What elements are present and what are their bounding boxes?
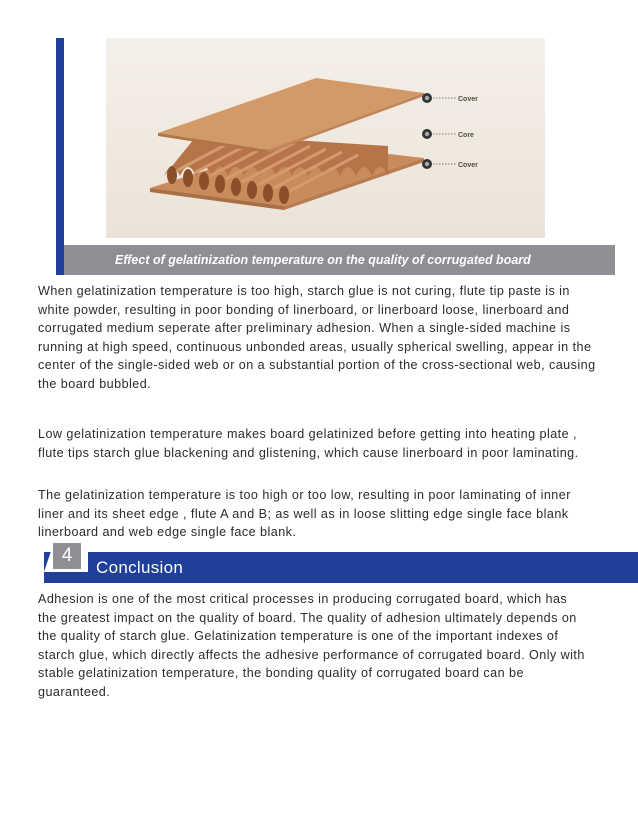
section-number-badge: 4 xyxy=(53,543,81,569)
paragraph-high-temperature xyxy=(38,282,600,393)
text-line: center of the single-sided web or on a substantial portion of the cross-sectional web, causing xyxy=(38,358,596,372)
svg-text:Cover: Cover xyxy=(458,162,478,169)
text-line: the board bubbled. xyxy=(38,376,152,391)
text-line: stable gelatinization temperature, the bonding quality of corrugated board can be xyxy=(38,666,524,680)
text-line: running at high speed, continuous unbonded areas, usually spherical swelling, appear in the xyxy=(38,339,592,354)
svg-text:Core: Core xyxy=(458,132,474,139)
figure-caption: Effect of gelatinization temperature on the quality of corrugated board xyxy=(115,253,531,267)
text-line: Low gelatinization temperature makes board gelatinized before getting into heating plate , xyxy=(38,427,577,441)
text-line: white powder, resulting in poor bonding of linerboard, or linerboard loose, linerboard and xyxy=(38,302,570,317)
text-line: guaranteed. xyxy=(38,684,111,699)
paragraph-high-or-low xyxy=(38,486,600,542)
callout-cover-top xyxy=(422,93,478,103)
svg-text:Cover: Cover xyxy=(458,96,478,103)
figure-accent-bar xyxy=(56,38,64,275)
text-line: flute tips starch glue blackening and glistening, which cause linerboard in poor laminating. xyxy=(38,445,579,460)
text-line: Adhesion is one of the most critical processes in producing corrugated board, which has xyxy=(38,592,568,606)
text-line: When gelatinization temperature is too high, starch glue is not curing, flute tip paste is in xyxy=(38,284,570,298)
text-line: the greatest impact on the quality of board. The quality of adhesion ultimately depends on xyxy=(38,610,577,625)
text-line: the quality of starch glue. Gelatinization temperature is one of the important indexes of xyxy=(38,629,559,643)
callout-core xyxy=(422,129,474,139)
callout-cover-bottom xyxy=(422,159,478,169)
conclusion-paragraph xyxy=(38,590,600,701)
paragraph-low-temperature xyxy=(38,425,600,462)
text-line: starch glue, which directly affects the adhesive performance of corrugated board. Only with xyxy=(38,647,585,662)
text-line: The gelatinization temperature is too high or too low, resulting in poor laminating of inner xyxy=(38,488,571,502)
text-line: liner and its sheet edge , flute A and B; as well as in loose slitting edge single face blank xyxy=(38,506,569,521)
text-line: linerboard and web edge single face blank. xyxy=(38,525,297,539)
corrugated-board-illustration xyxy=(106,38,545,238)
text-line: corrugated medium seperate after preliminary adhesion. When a single-sided machine is xyxy=(38,321,571,335)
conclusion-heading: Conclusion xyxy=(96,558,184,577)
